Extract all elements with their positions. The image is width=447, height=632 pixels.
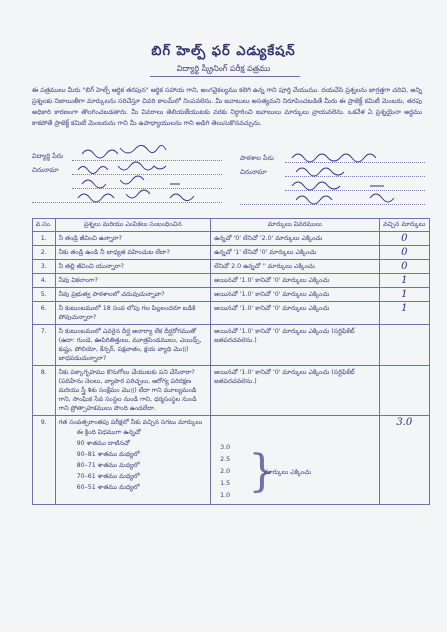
row-marks-rule xyxy=(211,416,379,505)
row-score[interactable]: 1 xyxy=(379,274,429,288)
address-scribble-2 xyxy=(82,176,180,188)
row-question: నీ కుటుంబములో 18 సంవ లోపు గల పిల్లలందరూ బడికి పోవుచున్నారా? xyxy=(55,302,211,325)
row-number: 2. xyxy=(33,246,56,260)
header-question: ప్రశ్నలు మరియు ఎంపికలు సంబంధించిన xyxy=(55,219,211,232)
row-question: నీవు ప్రభుత్వ పాఠశాలలో చదువుచున్నావా? xyxy=(55,288,211,302)
row-number: 3. xyxy=(33,260,56,274)
table-row xyxy=(33,302,430,325)
grade-range-item: 80–71 శాతము మధ్యలో xyxy=(76,462,140,469)
row-number: 4. xyxy=(33,274,56,288)
row-number: 6. xyxy=(33,302,56,325)
table-row xyxy=(33,288,430,302)
row-score[interactable] xyxy=(379,366,429,416)
grade-range-item: 60–51 శాతము మధ్యలో xyxy=(76,484,140,491)
row-question: నీ కుటుంబములో ఎవరైన దీర్ఘ అనార్యా లేక దీర్ఘరోగముతో (ఉదా: గుండె, ఊపిరితిత్తులు, మూత్రపిండములు, ఎయిడ్స్, కుష్టు, పోలియో, కేన్సర్, పక్షవాతం, క్షయ వ్యాధి మొ॥) బాధపడుచున్నారా? xyxy=(55,325,211,366)
row-marks-rule: ఉన్నచో '0' లేనిచో '2.0' మార్కులు ఎక్కించు xyxy=(211,232,379,246)
table-header-row xyxy=(33,219,430,232)
row-score[interactable]: 3.0 xyxy=(379,416,429,505)
school-name-scribble xyxy=(292,154,376,162)
table-row xyxy=(33,416,430,505)
row-marks-rule: అయినచో '1.0' కానిచో '0' మార్కులు ఎక్కించు (సర్టిఫికేట్ జతపరచవలెను.) xyxy=(211,366,379,416)
row-question: నీకు తండ్రి ఉండి నీ బాధ్యత వహించుట లేదా? xyxy=(55,246,211,260)
grade-range-item: 70–61 శాతము మధ్యలో xyxy=(76,473,140,480)
grade-marks-label: మార్కులు ఎక్కించు xyxy=(264,469,312,476)
row-number: 5. xyxy=(33,288,56,302)
school-address-scribble-3 xyxy=(296,194,394,204)
row-marks-rule: అయినచో '1.0' కానిచో '0' మార్కులు ఎక్కించు xyxy=(211,288,379,302)
student-name-scribble xyxy=(82,145,166,158)
handwritten-entries xyxy=(70,140,430,212)
row-number: 8. xyxy=(33,366,56,416)
school-address-scribble-1 xyxy=(296,168,344,176)
subtitle-underline xyxy=(150,76,300,77)
row-question: నీకు పక్కాగృహము కొనుగోలు చేయుటకు పని చేసినారా? (పదిహేను నెలలు, వ్యాపార పరిచ్ఛలు, ఆరోగ్య పరిరక్షణ మరియు స్త్రీ శిశు సంక్షేమం మొ॥) లేదా గాని మూల్యమండి గాని, సాంఘిక సేవ సంస్థల నుండి గాని, ధర్మసంస్థల నుండి గాని ప్రోత్సాహకములు పొంది ఉండలేదా. xyxy=(55,366,211,416)
form-title: బిగ్ హెల్ప్ ఫర్ ఎడ్యుకేషన్ xyxy=(151,44,296,59)
row-score[interactable]: 0 xyxy=(379,260,429,274)
school-address-scribble-2 xyxy=(292,182,384,190)
row-question: నీ తండ్రి జీవించి ఉన్నారా? xyxy=(55,232,211,246)
address-scribble-3 xyxy=(78,190,194,202)
grade-mark: 2.0 xyxy=(220,468,231,475)
row-question: నీ తల్లి జీవించి యున్నారా? xyxy=(55,260,211,274)
address-scribble-1 xyxy=(78,162,166,174)
grade-range-item: 90–81 శాతము మధ్యలో xyxy=(76,451,140,458)
table-row xyxy=(33,246,430,260)
table-row xyxy=(33,274,430,288)
grade-marks-bracket xyxy=(214,442,375,502)
grade-marks-list xyxy=(220,442,230,502)
form-subtitle: విద్యార్థి స్క్రీనింగ్ పరీక్ష పత్రము xyxy=(176,64,271,73)
row-score[interactable] xyxy=(379,325,429,366)
school-name-label: పాఠశాల పేరు xyxy=(240,154,274,162)
row-marks-rule: లేనిచో 2.0 ఉన్నచో '' మార్కులు ఎక్కించు xyxy=(211,260,379,274)
school-address-label: చిరునామా xyxy=(240,168,267,176)
brace-icon: } xyxy=(248,446,277,497)
row-marks-rule: అయినచో '1.0' కానిచో '0' మార్కులు ఎక్కించు xyxy=(211,274,379,288)
table-row xyxy=(33,366,430,416)
row-number: 9. xyxy=(33,416,56,505)
screening-table xyxy=(32,218,430,505)
table-row xyxy=(33,260,430,274)
row-score[interactable]: 0 xyxy=(379,246,429,260)
header-marks-detail: మార్కులు వివరములు xyxy=(211,219,379,232)
row-number: 7. xyxy=(33,325,56,366)
row-marks-rule: అయినచో '1.0' కానిచో '0' మార్కులు ఎక్కించు xyxy=(211,302,379,325)
row-marks-rule: అయినచో '1.0' కానిచో '0' మార్కులు ఎక్కించు (సర్టిఫికేట్ జతపరచవలెను.) xyxy=(211,325,379,366)
grade-ranges xyxy=(59,427,208,493)
student-name-label: విద్యార్థి పేరు xyxy=(32,152,64,160)
address-label: చిరునామా xyxy=(32,166,59,174)
grade-mark: 2.5 xyxy=(220,456,231,463)
row-number: 1. xyxy=(33,232,56,246)
row-question-grades xyxy=(55,416,211,505)
table-row xyxy=(33,232,430,246)
grade-mark: 3.0 xyxy=(220,444,231,451)
header-serial: వ.సం. xyxy=(33,219,56,232)
row-score[interactable]: 0 xyxy=(379,232,429,246)
grade-mark: 1.0 xyxy=(220,492,231,499)
row-marks-rule: ఉన్నచో '1' లేనిచో '0' మార్కులు ఎక్కించు xyxy=(211,246,379,260)
grades-question: గత సంవత్సరాంతపు పరీక్షలో నీకు వచ్చిన సగటు మార్కులు xyxy=(58,419,203,426)
header-marks-obtained: వచ్చిన మార్కులు xyxy=(379,219,429,232)
grade-mark: 1.5 xyxy=(220,480,231,487)
row-score[interactable]: 1 xyxy=(379,302,429,325)
row-question: నీవు వికలాంగా? xyxy=(55,274,211,288)
table-row xyxy=(33,325,430,366)
grade-range-item: 90 శాతము దాటినచో xyxy=(76,440,130,447)
row-score[interactable]: 1 xyxy=(379,288,429,302)
grade-range-intro: ఈ క్రింది విధముగా ఉన్నచో xyxy=(76,429,141,436)
instructions-paragraph: ఈ పత్రములు మీరు "బిగ్ హెల్ప్ ఆర్థిక తరపున" ఆర్థిక సహాయ గాని, అంగవైకల్యము కలిగి ఉన్న గాని పూర్తి చేయుము. దయచేసి ప్రశ్నలను జాగ్రత్తగా చదివి, అన్ని ప్రశ్నలకు నిజాయితీగా మార్కులను సరిచేస్తూ చివరి కాలమ్‌లో నింపవలెను. మీ జవాబులు అసత్యమని నిరూపించబడితే మీరు ఈ ప్రాజెక్ట్ కమిటీ మెంబరు, తరపు అధికారి కారణంగా తొలగించబడతారు. మీ వివరాలు తెలియజేయుటకు వరకు నిర్ధారించి జవాబులు మార్కులు వ్రాయవలెను. ఒకవేళ ఏ ప్రశ్నయైనా అర్థము కాకపోతే ప్రాజెక్ట్ కమిటీ మెంబరును గాని మీ ఉపాధ్యాయులను గాని అడిగి తెలుసుకొనవచ్చును. xyxy=(32,86,422,127)
